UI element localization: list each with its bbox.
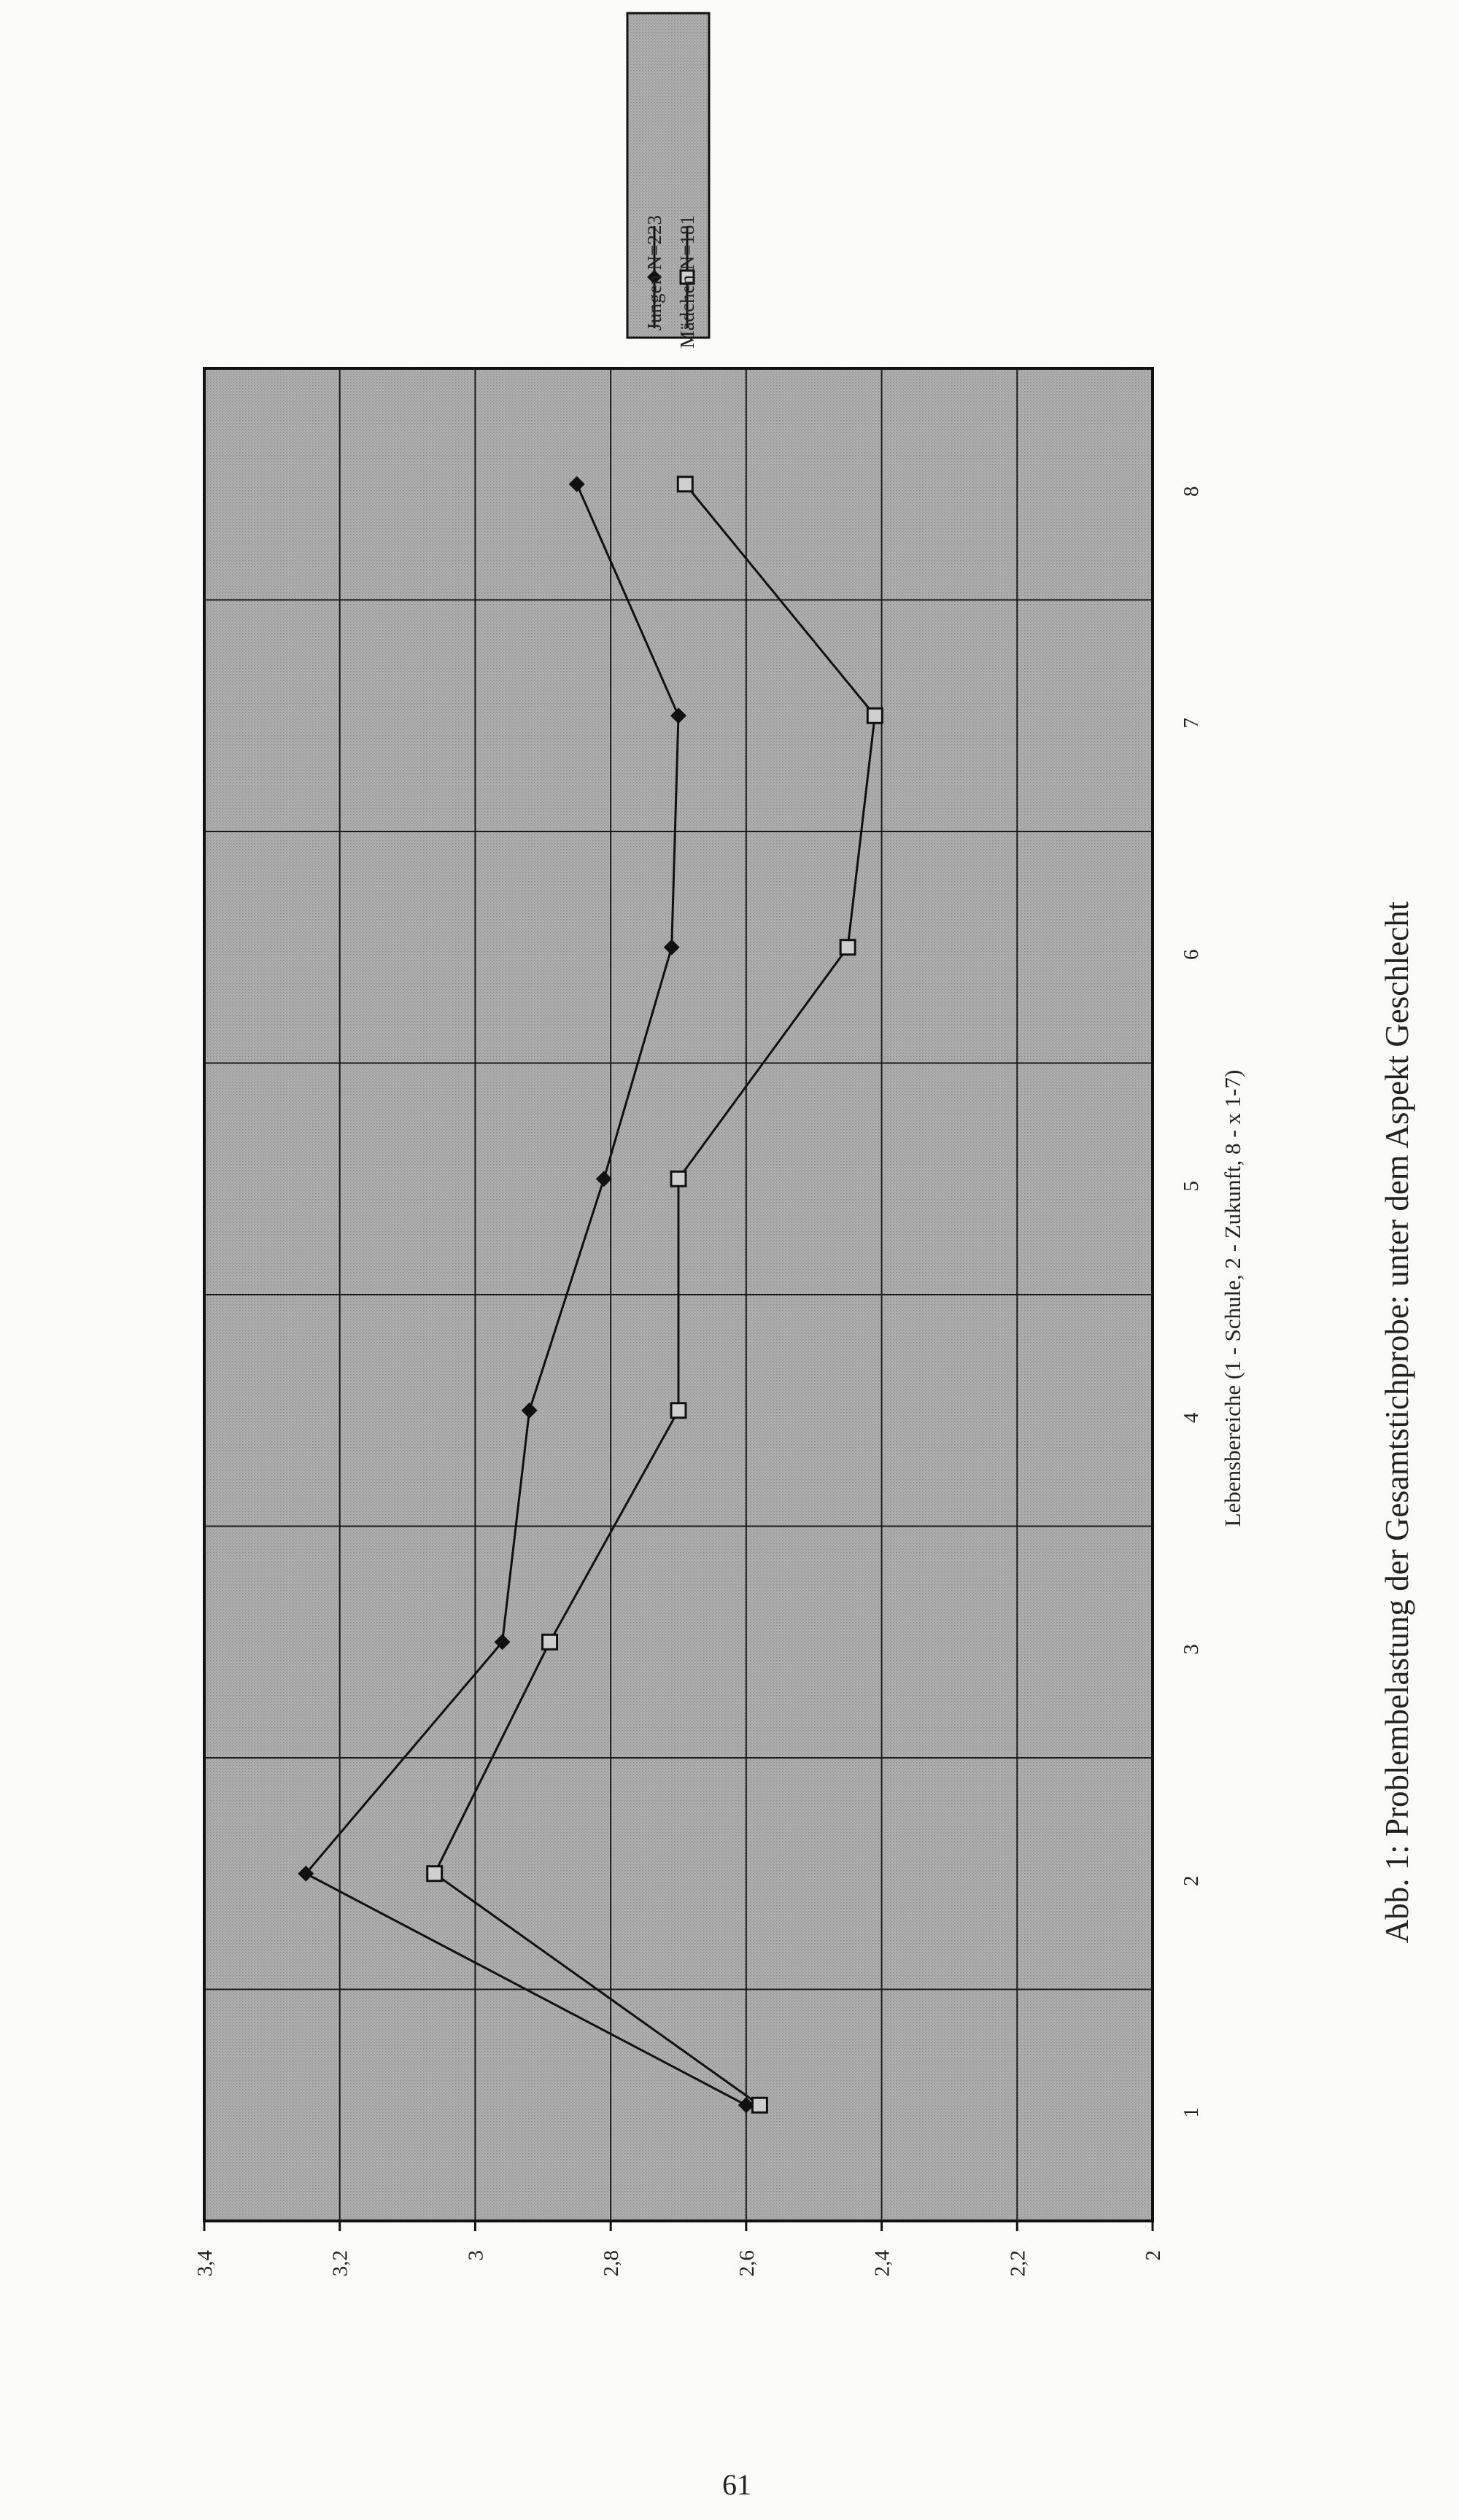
y-tick-label: 2,2 (1006, 2250, 1030, 2277)
data-point-square (867, 708, 882, 723)
y-tick-label: 2,8 (600, 2250, 624, 2277)
y-tick-label: 3,2 (328, 2250, 352, 2277)
y-tick-label: 2,6 (735, 2250, 759, 2277)
y-tick-label: 2,4 (870, 2250, 894, 2277)
data-point-square (427, 1866, 442, 1881)
figure-caption: Abb. 1: Problembelastung der Gesamtstichprobe: unter dem Aspekt Geschlecht (1379, 901, 1415, 1944)
x-axis-label: Lebensbereiche (1 - Schule, 2 - Zukunft, 8 - x 1-7) (1220, 1069, 1245, 1527)
data-point-square (840, 940, 855, 955)
line-chart (193, 368, 1203, 2276)
x-tick-label: 6 (1180, 949, 1203, 960)
page-number: 61 (722, 2468, 751, 2501)
legend (627, 13, 709, 348)
x-tick-label: 8 (1180, 486, 1203, 497)
y-tick-labels (193, 2221, 1165, 2276)
data-point-square (752, 2098, 767, 2112)
data-point-square (671, 1403, 686, 1418)
x-tick-labels (1180, 486, 1203, 2118)
legend-label: Jungen N=223 (643, 215, 665, 331)
x-tick-label: 3 (1180, 1644, 1203, 1655)
x-tick-label: 7 (1180, 718, 1203, 729)
data-point-square (678, 477, 692, 492)
x-tick-label: 4 (1180, 1412, 1203, 1423)
legend-label: Mädchen N=181 (676, 215, 698, 349)
x-tick-label: 5 (1180, 1181, 1203, 1192)
x-tick-label: 1 (1180, 2107, 1203, 2118)
y-tick-label: 3,4 (193, 2250, 217, 2277)
y-tick-label: 3 (464, 2250, 488, 2261)
y-tick-label: 2 (1142, 2250, 1165, 2261)
data-point-square (671, 1171, 686, 1186)
x-tick-label: 2 (1180, 1875, 1203, 1886)
data-point-square (543, 1635, 557, 1649)
